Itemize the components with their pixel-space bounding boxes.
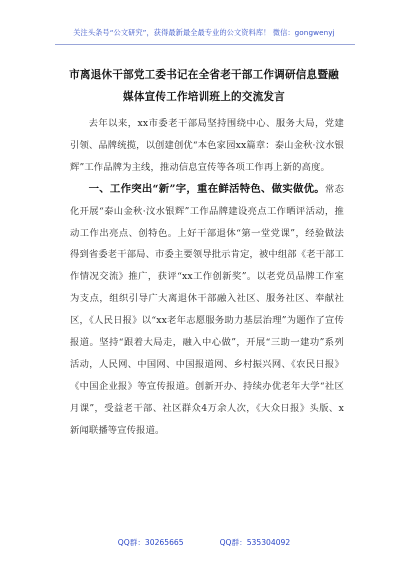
footer-contact: [0, 538, 408, 548]
title-line-2: 媒体宣传工作培训班上的交流发言: [123, 91, 285, 103]
section-1-heading: 一、工作突出“新”字，重在鲜活特色、做实做优。: [88, 182, 325, 195]
paragraph-intro: [70, 113, 344, 179]
header-banner: 关注头条号“公文研究”，获得最新最全最专业的公文资料库！ 微信：gongwenyj: [73, 28, 335, 37]
document-title: [40, 64, 368, 108]
footer-qq-group-2: QQ群：535304092: [219, 538, 291, 547]
section-1-text: 常态化开展“泰山金秋·汶水银辉”工作品牌建设亮点工作晒评活动，推动工作出亮点、创特色。上好干部退休“第一堂党课”，经验做法得到省委老干部局、市委主要领导批示肯定，被中组部《老干部工作情况交流》推广，获评“xx工作创新奖”。以老党员品牌工作室为支点，组织引导广大离退休干部融入社区、服务社区、奉献社区，《人民日报》以“xx老年志愿服务助力基层治理”为题作了宣传报道。坚持“跟着大局走，融入中心做”，开展“三助一建功”系列活动，人民网、中国网、中国报道网、乡村振兴网、《农民日报》《中国企业报》等宣传报道。创新开办、持续办优老年大学“社区月课”，受益老干部、社区群众4万余人次，《大众日报》头版、x新闻联播等宣传报道。: [70, 183, 344, 436]
footer-qq-group-1: QQ群：30265665: [117, 538, 184, 547]
paragraph-intro-text: 去年以来，xx市委老干部局坚持围绕中心、服务大局，党建引领、品牌统揽，以创建创优“本色家园xx篇章：泰山金秋·汶水银辉”工作品牌为主线，推动信息宣传等各项工作再上新的高度。: [70, 118, 344, 173]
paragraph-section-1: [70, 179, 344, 442]
title-line-1: 市离退休干部党工委书记在全省老干部工作调研信息暨融: [69, 69, 339, 81]
header-divider: [55, 44, 355, 45]
document-body: [70, 113, 344, 442]
